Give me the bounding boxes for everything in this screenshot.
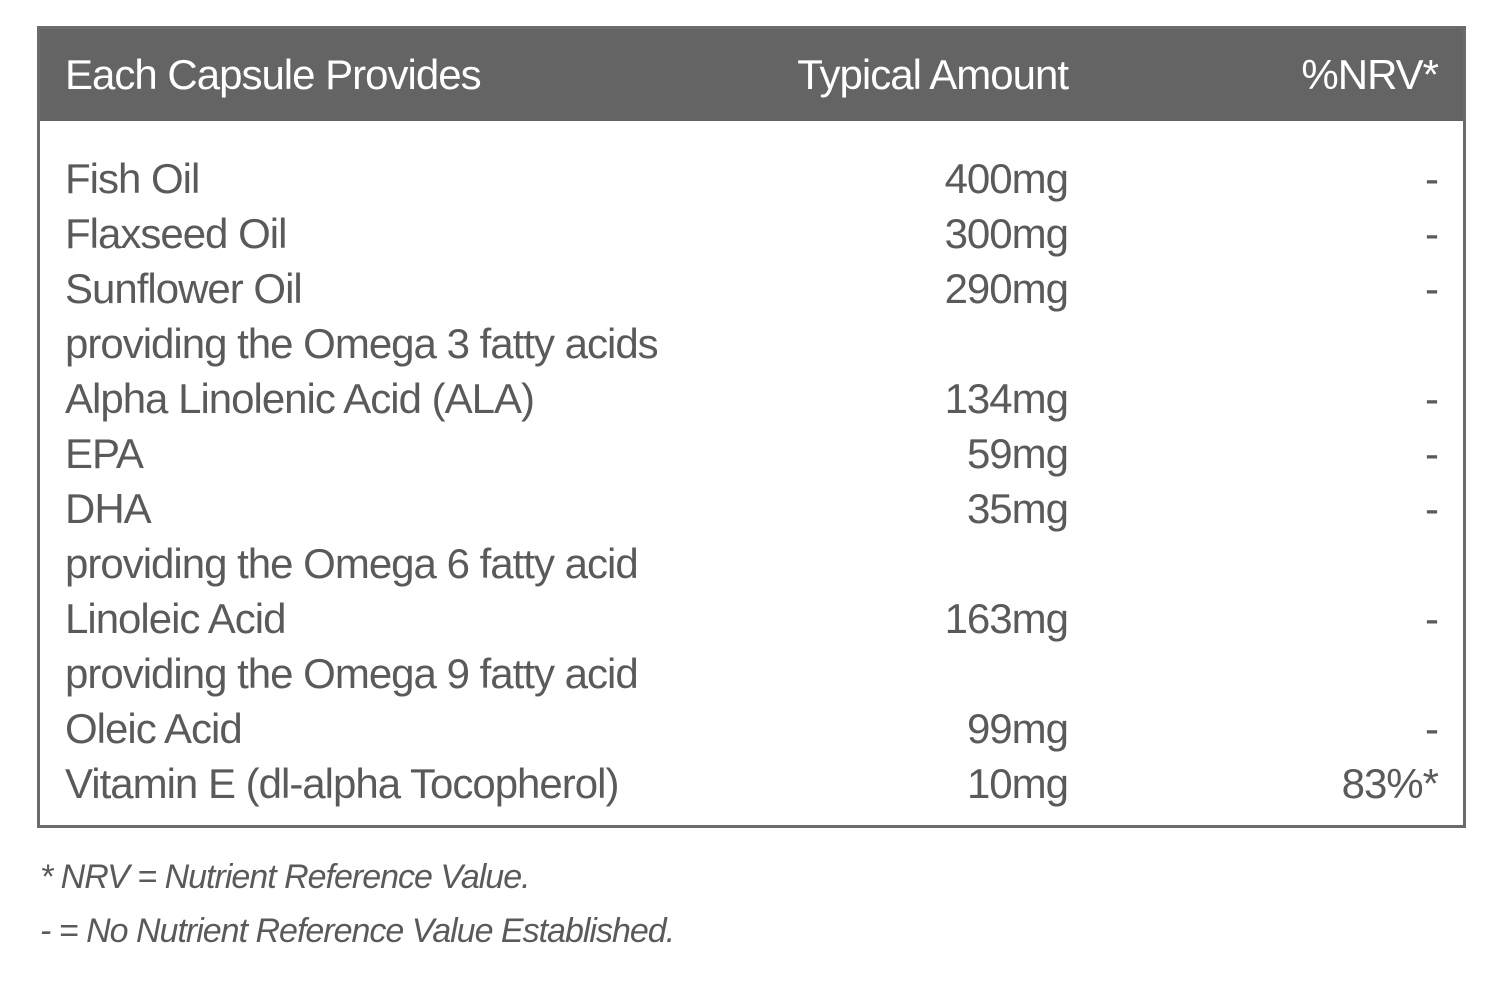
table-row-subheading <box>40 316 1463 371</box>
row-name: EPA <box>65 430 143 477</box>
table-body <box>40 151 1463 811</box>
row-amount: 290mg <box>944 265 1068 312</box>
table-row <box>40 206 1463 261</box>
table-row <box>40 756 1463 811</box>
row-name: Oleic Acid <box>65 705 242 752</box>
nutrition-table <box>37 26 1466 828</box>
header-name: Each Capsule Provides <box>65 51 481 98</box>
table-row-subheading <box>40 536 1463 591</box>
table-row <box>40 481 1463 536</box>
row-name: providing the Omega 9 fatty acid <box>65 650 638 697</box>
table-row <box>40 591 1463 646</box>
table-row <box>40 701 1463 756</box>
row-amount: 300mg <box>944 210 1068 257</box>
footnote-nrv: * NRV = Nutrient Reference Value. <box>40 858 530 896</box>
table-row <box>40 426 1463 481</box>
row-name: Linoleic Acid <box>65 595 286 642</box>
header-amount: Typical Amount <box>797 51 1068 98</box>
row-nrv: - <box>1425 430 1438 477</box>
row-name: providing the Omega 6 fatty acid <box>65 540 638 587</box>
row-name: Flaxseed Oil <box>65 210 287 257</box>
row-nrv: 83%* <box>1341 760 1438 807</box>
table-row-subheading <box>40 646 1463 701</box>
row-name: Sunflower Oil <box>65 265 302 312</box>
row-amount: 134mg <box>944 375 1068 422</box>
table-row <box>40 151 1463 206</box>
row-name: providing the Omega 3 fatty acids <box>65 320 658 367</box>
table-header <box>40 29 1463 121</box>
footnotes <box>40 850 674 958</box>
row-amount: 400mg <box>944 155 1068 202</box>
row-amount: 59mg <box>966 430 1068 477</box>
row-nrv: - <box>1425 155 1438 202</box>
row-nrv: - <box>1425 705 1438 752</box>
row-nrv: - <box>1425 265 1438 312</box>
row-nrv: - <box>1425 485 1438 532</box>
table-row <box>40 371 1463 426</box>
header-nrv: %NRV* <box>1301 51 1438 98</box>
row-name: Vitamin E (dl-alpha Tocopherol) <box>65 760 619 807</box>
footnote-dash: - = No Nutrient Reference Value Established. <box>40 912 675 950</box>
row-amount: 10mg <box>966 760 1068 807</box>
row-amount: 35mg <box>966 485 1068 532</box>
row-amount: 99mg <box>966 705 1068 752</box>
row-amount: 163mg <box>944 595 1068 642</box>
row-name: Alpha Linolenic Acid (ALA) <box>65 375 534 422</box>
row-name: Fish Oil <box>65 155 200 202</box>
row-name: DHA <box>65 485 151 532</box>
row-nrv: - <box>1425 375 1438 422</box>
table-row <box>40 261 1463 316</box>
row-nrv: - <box>1425 595 1438 642</box>
row-nrv: - <box>1425 210 1438 257</box>
